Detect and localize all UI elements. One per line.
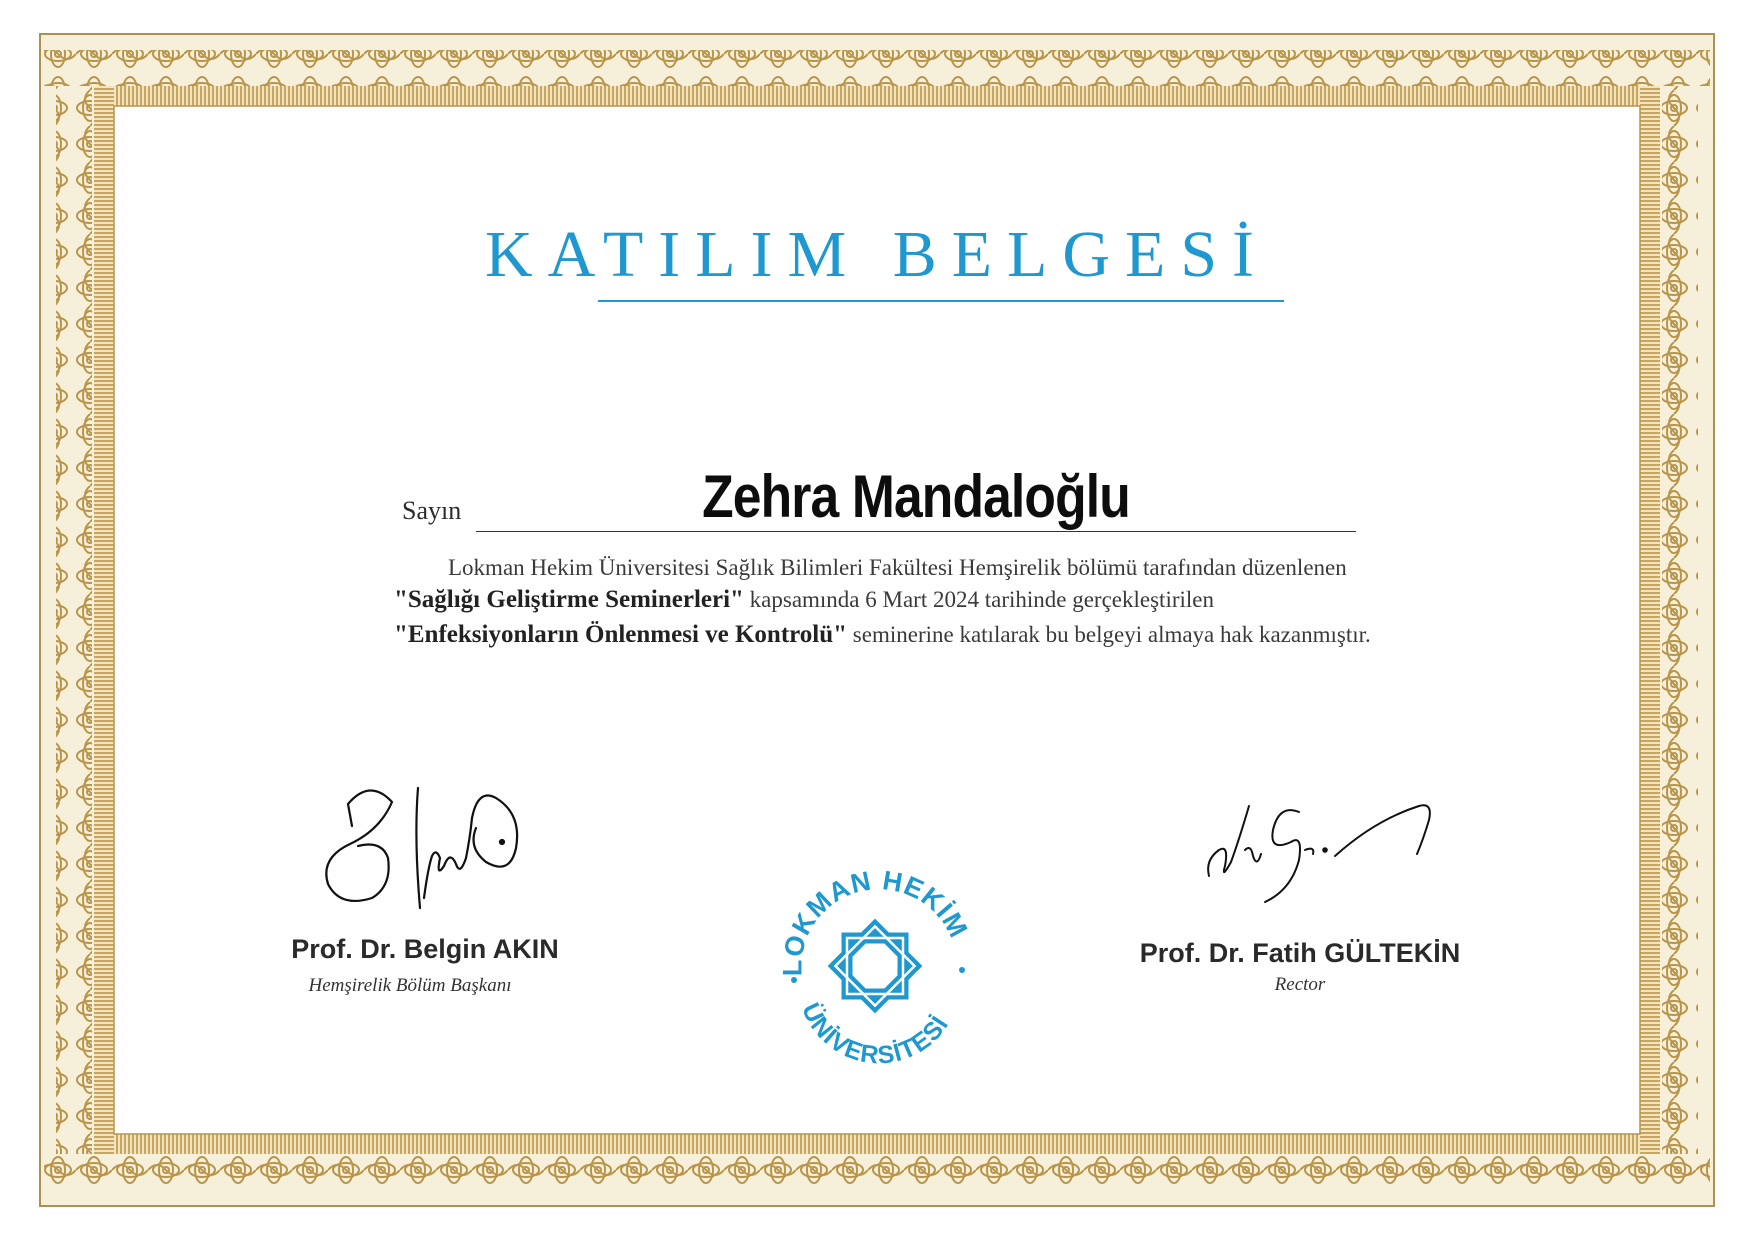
seminar-title: "Enfeksiyonların Önlenmesi ve Kontrolü" (394, 621, 848, 648)
salutation: Sayın (402, 496, 462, 525)
body-line-1 (448, 555, 1347, 581)
signatory-left-name: Prof. Dr. Belgin AKIN (291, 934, 559, 964)
name-underline (476, 531, 1356, 532)
university-seal-logo (770, 858, 984, 1072)
body-line-2 (394, 586, 1214, 614)
signatory-right-name: Prof. Dr. Fatih GÜLTEKİN (1139, 938, 1461, 968)
certificate-title: KATILIM BELGESİ (484, 218, 1270, 291)
body-closing-text: seminerine katılarak bu belgeyi almaya hak kazanmıştır. (852, 622, 1371, 647)
signature-right (1195, 790, 1445, 910)
body-intro: Lokman Hekim Üniversitesi Sağlık Bilimleri Fakültesi Hemşirelik bölümü tarafından düzenlenen (448, 555, 1347, 580)
seal-bottom-text: ÜNİVERSİTESİ (796, 998, 955, 1070)
seminar-series: "Sağlığı Geliştirme Seminerleri" (394, 586, 744, 613)
body-date-text: kapsamında 6 Mart 2024 tarihinde gerçekleştirilen (749, 587, 1214, 612)
signatory-right-title: Rector (1274, 974, 1326, 995)
body-line-3 (394, 621, 1371, 649)
signatory-left-title: Hemşirelik Bölüm Başkanı (308, 975, 512, 996)
seal-top-text: LOKMAN HEKİM (777, 865, 974, 977)
recipient-name: Zehra Mandaloğlu (702, 463, 1130, 530)
signature-left (300, 758, 540, 928)
title-underline (598, 300, 1284, 302)
seal-emblem (791, 926, 965, 1005)
